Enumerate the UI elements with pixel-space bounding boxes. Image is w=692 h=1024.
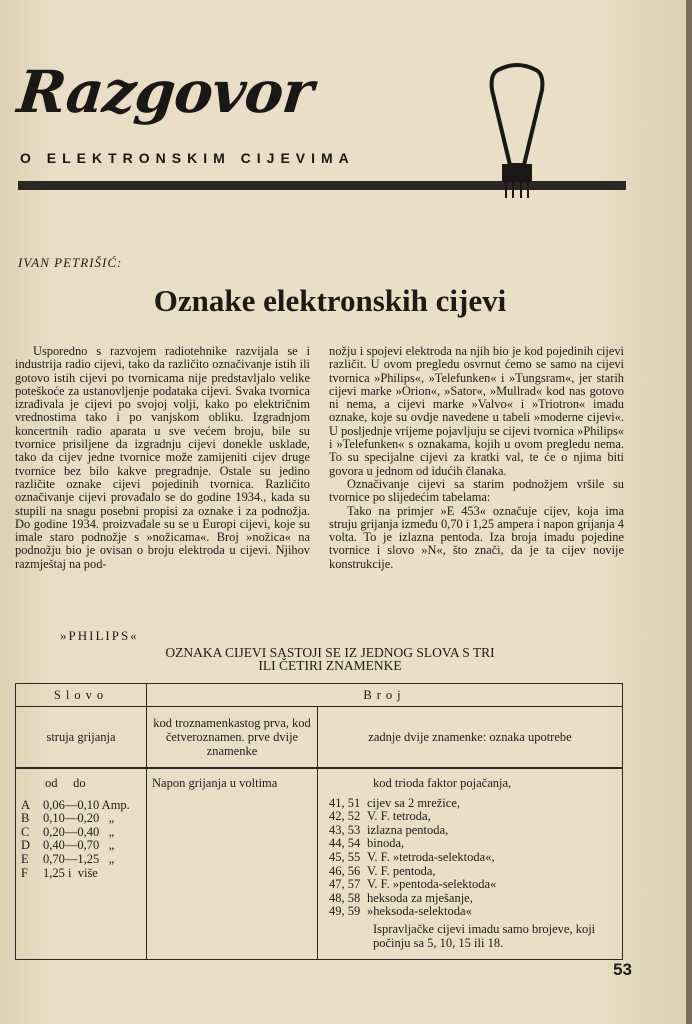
tube-code-table xyxy=(15,683,623,960)
page-number: 53 xyxy=(613,960,632,979)
broj-description: binoda, xyxy=(367,836,405,851)
slovo-letter: A xyxy=(21,797,31,812)
paragraph: Usporedno s razvojem radiotehnike razvijala se i industrija radio cijevi, tako da različito označivanje istih ili gotovo istih cijevi po tvornicama nije predstavljalo velike poteškoće za ustanovljenje podataka cijevi. Svaka tvornica izrađivala je cijevi po svojoj volji, kako po električnim vrednostima tako i po vanjskom obliku. Izgradnjom koncertnih radio aparata u sve većem broju, bile su tvornice prisiljene da izgradnju cijevi donekle usklade, tako da cijev jedne tvornice može zamijeniti cijev druge tvornice bez bilo kakve pregradnje. Ostale su jedino različite oznake cijevi pojedinih tvornica. Različito označivanje cijevi provađalo se do godine 1934., kada su stupili na snagu posebni propisi za oznake i za podnožja. Do godine 1934. proizvađale su se u Europi cijevi, koje su imale staro podnožje s »nožicama«. Broj »nožica« na podnožju bio je ovisan o broju elektroda u cijevi. Njihov razmještaj na pod- xyxy=(15,344,310,571)
broj-row xyxy=(329,824,617,838)
broj-row xyxy=(329,810,617,824)
broj-number: 43, 53 xyxy=(329,822,361,837)
broj-row xyxy=(329,892,617,906)
slovo-range: 0,40—0,70 „ xyxy=(43,838,115,853)
broj-row xyxy=(329,837,617,851)
slovo-range: 1,25 i više xyxy=(43,865,98,880)
broj-description: izlazna pentoda, xyxy=(367,822,449,837)
brand-label: »PHILIPS« xyxy=(60,628,139,643)
slovo-list xyxy=(21,799,141,881)
table-title-line: OZNAKA CIJEVI SASTOJI SE IZ JEDNOG SLOVA S TRI xyxy=(165,645,495,660)
broj-number: 41, 51 xyxy=(329,795,361,810)
broj-description: cijev sa 2 mrežice, xyxy=(367,795,461,810)
vacuum-tube-icon xyxy=(484,60,550,200)
broj-row xyxy=(329,851,617,865)
subheader-zadnje: zadnje dvije znamenke: oznaka upotrebe xyxy=(318,707,623,769)
table-title-line: ILI ČETIRI ZNAMENKE xyxy=(258,658,402,673)
slovo-letter: C xyxy=(21,824,30,839)
faktor-label: kod trioda faktor pojačanja, xyxy=(373,776,512,790)
slovo-letter: E xyxy=(21,851,29,866)
broj-number: 42, 52 xyxy=(329,809,361,824)
article-column-right xyxy=(329,345,624,571)
broj-description: V. F. pentoda, xyxy=(367,863,436,878)
slovo-range: 0,70—1,25 „ xyxy=(43,851,115,866)
slovo-letter: D xyxy=(21,838,31,853)
slovo-cell xyxy=(16,768,147,960)
broj-number: 49, 59 xyxy=(329,904,361,919)
subheader-prve: kod troznamenkastog prva, kod četveroznamen. prve dvije znamenke xyxy=(147,707,318,769)
slovo-row xyxy=(21,799,141,813)
broj-number: 46, 56 xyxy=(329,863,361,878)
paragraph: nožju i spojevi elektroda na njih bio je kod pojedinih cijevi različit. U ovom pregledu osvrnut ćemo se samo na cijevi tvornica »Philips«, »Telefunken« i »Tungsram«, jer starih cijevi marke »Orion«, »Sator«, »Mullrad« kod nas gotovo ni nema, a cijevi marke »Valvo« i »Triotron« imadu oznake, koje su ovdje navedene u tabeli »moderne cijevi«. U posljednje vrijeme pojavljuju se cijevi tvornica »Philips« i »Telefunken« s oznakama, kojih u ovom pregledu nema. To su specijalne cijevi za kratki val, te će o njima biti govora u jednom od idućih članaka. xyxy=(329,344,624,478)
article-author: IVAN PETRIŠIĆ: xyxy=(18,255,123,270)
section-subtitle: O ELEKTRONSKIM CIJEVIMA xyxy=(20,150,355,166)
broj-description: V. F. tetroda, xyxy=(367,809,431,824)
broj-number: 45, 55 xyxy=(329,849,361,864)
article-title: Oznake elektronskih cijevi xyxy=(153,283,507,318)
broj-description: heksoda za mješanje, xyxy=(367,890,473,905)
broj-row xyxy=(329,865,617,879)
broj-row xyxy=(329,878,617,892)
ispravljacke-note: Ispravljačke cijevi imadu samo brojeve, koji počinju sa 5, 10, 15 ili 18. xyxy=(373,921,596,950)
table-body-row xyxy=(16,768,623,960)
napon-cell xyxy=(147,768,318,960)
table-title xyxy=(60,646,600,672)
paragraph: Tako na primjer »E 453« označuje cijev, koja ima struju grijanja između 0,70 i 1,25 ampera i napon grijanja 4 volta. To je izlazna pentoda. Iza broja imadu pojedine tvornice i slovo »N«, što znači, da je ta cijev novije konstrukcije. xyxy=(329,503,624,571)
broj-row xyxy=(329,797,617,811)
header-slovo: Slovo xyxy=(16,684,147,707)
broj-description: V. F. »pentoda-selektoda« xyxy=(367,877,497,892)
slovo-row xyxy=(21,826,141,840)
broj-list xyxy=(323,797,617,919)
subheader-struja: struja grijanja xyxy=(16,707,147,769)
table-subheader-row xyxy=(16,707,623,769)
table-header-row xyxy=(16,684,623,707)
slovo-row xyxy=(21,867,141,881)
slovo-letter: B xyxy=(21,811,30,826)
slovo-row xyxy=(21,839,141,853)
broj-description: »heksoda-selektoda« xyxy=(367,904,472,919)
broj-number: 47, 57 xyxy=(329,877,361,892)
page-edge xyxy=(686,0,692,1024)
slovo-range: 0,06—0,10 Amp. xyxy=(43,797,130,812)
paragraph: Označivanje cijevi sa starim podnožjem vršile su tvornice po slijedećim tabelama: xyxy=(329,476,624,505)
slovo-range: 0,20—0,40 „ xyxy=(43,824,115,839)
slovo-range: 0,10—0,20 „ xyxy=(43,811,115,826)
slovo-row xyxy=(21,853,141,867)
broj-cell xyxy=(318,768,623,960)
broj-row xyxy=(329,905,617,919)
broj-number: 48, 58 xyxy=(329,890,361,905)
slovo-letter: F xyxy=(21,865,28,880)
broj-description: V. F. »tetroda-selektoda«, xyxy=(367,849,495,864)
article-column-left xyxy=(15,345,310,571)
header-broj: Broj xyxy=(147,684,623,707)
od-do-label: od do xyxy=(45,776,86,790)
broj-number: 44, 54 xyxy=(329,836,361,851)
slovo-row xyxy=(21,812,141,826)
section-title: Razgovor xyxy=(14,58,316,126)
napon-label: Napon grijanja u voltima xyxy=(152,776,278,790)
